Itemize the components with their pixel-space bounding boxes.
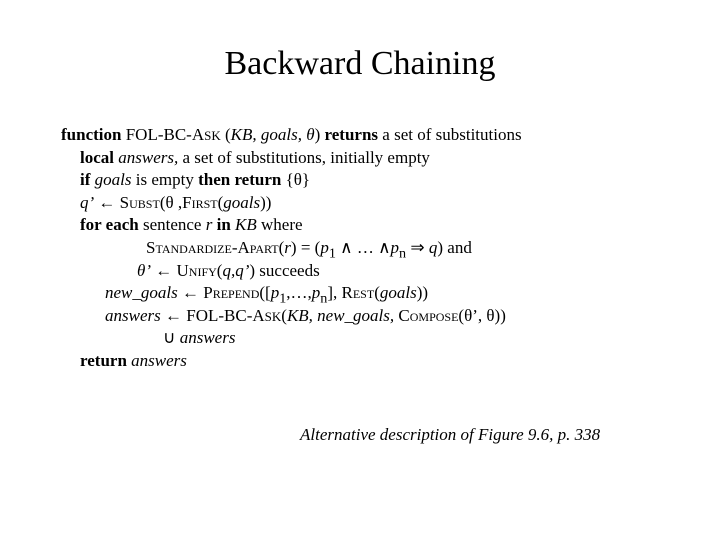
line-function: function FOL-BC-ASK (KB, goals, θ) returns a set of substitutions xyxy=(61,125,522,144)
algorithm-pseudocode xyxy=(61,124,701,373)
arrow-left-icon: ← xyxy=(98,192,116,212)
arrow-left-icon: ← xyxy=(164,305,182,325)
figure-caption: Alternative description of Figure 9.6, p. 338 xyxy=(300,425,601,444)
line-return: return answers xyxy=(80,350,187,370)
arrow-left-icon: ← xyxy=(155,260,173,280)
line-subst: q’ ← Subst(θ ,First(goals)) xyxy=(80,192,272,212)
arrow-left-icon: ← xyxy=(181,283,199,303)
line-local: local answers, a set of substitutions, initially empty xyxy=(80,147,430,167)
slide-title: Backward Chaining xyxy=(224,45,496,82)
line-standardize-apart: Standardize-Apart(r) = ($p_1$ ∧ … $\wedge p_n$ ⇒ q) and xyxy=(146,237,472,262)
line-union: ∪ answers xyxy=(163,328,236,348)
line-unify: θ’ ← Unify(q,q’) succeeds xyxy=(137,260,320,280)
line-if-empty: if goals is empty then return {θ} xyxy=(80,170,311,190)
line-for-each: for each sentence r in KB where xyxy=(80,215,303,235)
line-answers-assign: answers ← FOL-BC-ASK(KB, new_goals, Compose(θ’, θ)) xyxy=(105,305,506,325)
implies-icon: ⇒ xyxy=(406,237,429,257)
line-new-goals: new_goals ← $Prepend([p_1,\dots,p_n]$, Rest(goals)) xyxy=(105,283,429,307)
union-icon: ∪ xyxy=(163,328,176,348)
